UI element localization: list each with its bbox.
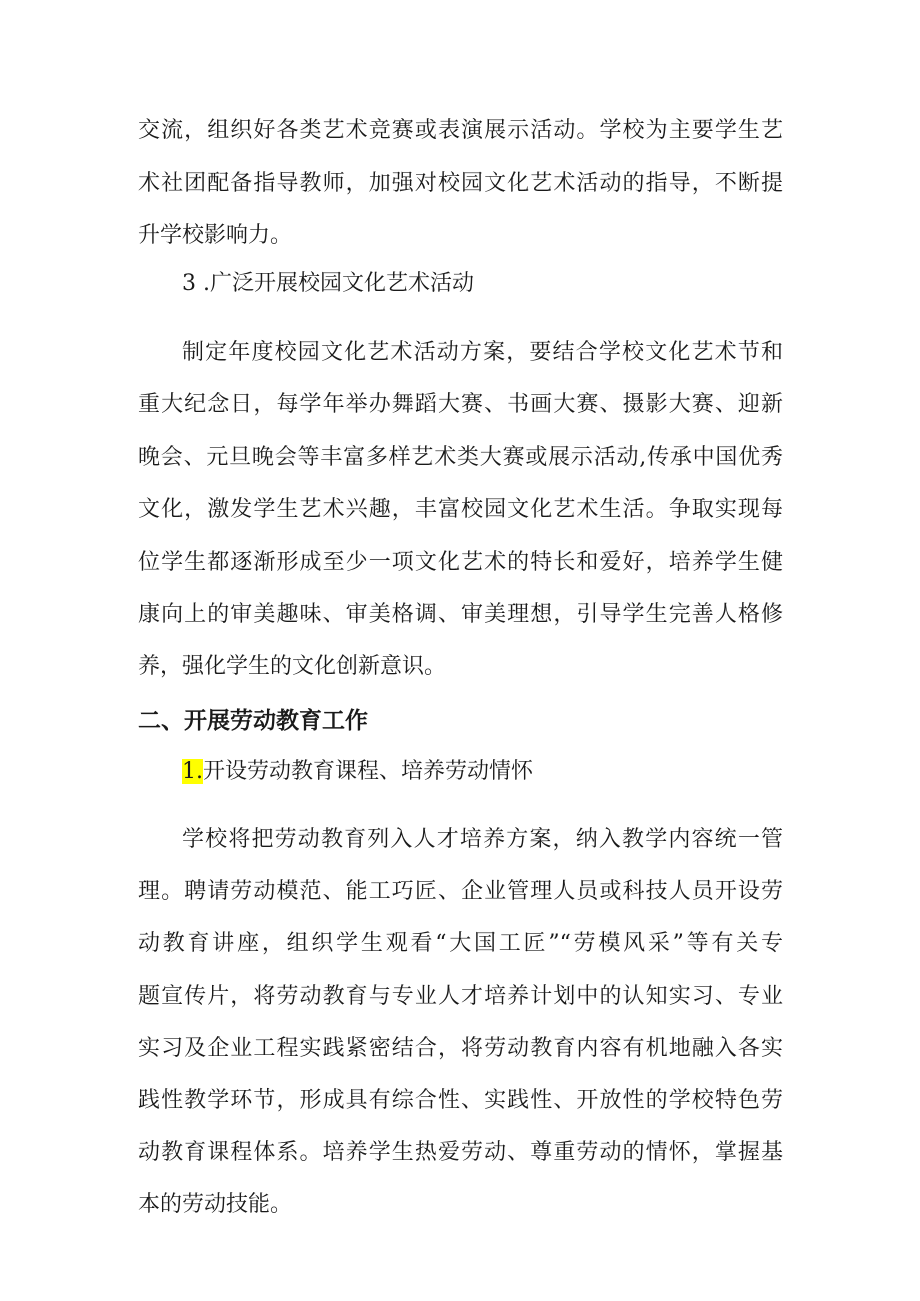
text-line: 学校将把劳动教育列入人才培养方案，纳入教学内容统一管 — [182, 827, 783, 852]
text-line: 动教育讲座，组织学生观看“大国工匠”“劳模风采”等有关专 — [138, 931, 783, 956]
text-line: 位学生都逐渐形成至少一项文化艺术的特长和爱好，培养学生健 — [138, 550, 783, 575]
text-line: 养，强化学生的文化创新意识。 — [138, 654, 447, 679]
text-line: 重大纪念日，每学年举办舞蹈大赛、书画大赛、摄影大赛、迎新 — [138, 392, 783, 417]
section-heading-2: 二、开展劳动教育工作 — [138, 708, 368, 734]
highlighted-number: 1. — [182, 759, 203, 784]
text-line: 题宣传片，将劳动教育与专业人才培养计划中的认知实习、专业 — [138, 984, 783, 1009]
text-line: 交流，组织好各类艺术竞赛或表演展示活动。学校为主要学生艺 — [138, 118, 783, 143]
text-line: 康向上的审美趣味、审美格调、审美理想，引导学生完善人格修 — [138, 602, 783, 627]
text-line: 文化，激发学生艺术兴趣，丰富校园文化艺术生活。争取实现每 — [138, 497, 783, 522]
subheading-3: 3 .广泛开展校园文化艺术活动 — [182, 271, 474, 296]
text-line: 实习及企业工程实践紧密结合，将劳动教育内容有机地融入各实 — [138, 1036, 783, 1061]
text-line: 晚会、元旦晚会等丰富多样艺术类大赛或展示活动,传承中国优秀 — [138, 445, 783, 470]
text-line: 理。聘请劳动模范、能工巧匠、企业管理人员或科技人员开设劳 — [138, 879, 783, 904]
text-line: 术社团配备指导教师，加强对校园文化艺术活动的指导，不断提 — [138, 171, 783, 196]
text-line: 升学校影响力。 — [138, 223, 293, 248]
subheading-2-1: 1.开设劳动教育课程、培养劳动情怀 — [182, 759, 534, 784]
text-line: 制定年度校园文化艺术活动方案，要结合学校文化艺术节和 — [182, 340, 783, 365]
text-line: 本的劳动技能。 — [138, 1192, 293, 1217]
text-line: 动教育课程体系。培养学生热爱劳动、尊重劳动的情怀，掌握基 — [138, 1140, 783, 1165]
text-line: 践性教学环节，形成具有综合性、实践性、开放性的学校特色劳 — [138, 1088, 783, 1113]
